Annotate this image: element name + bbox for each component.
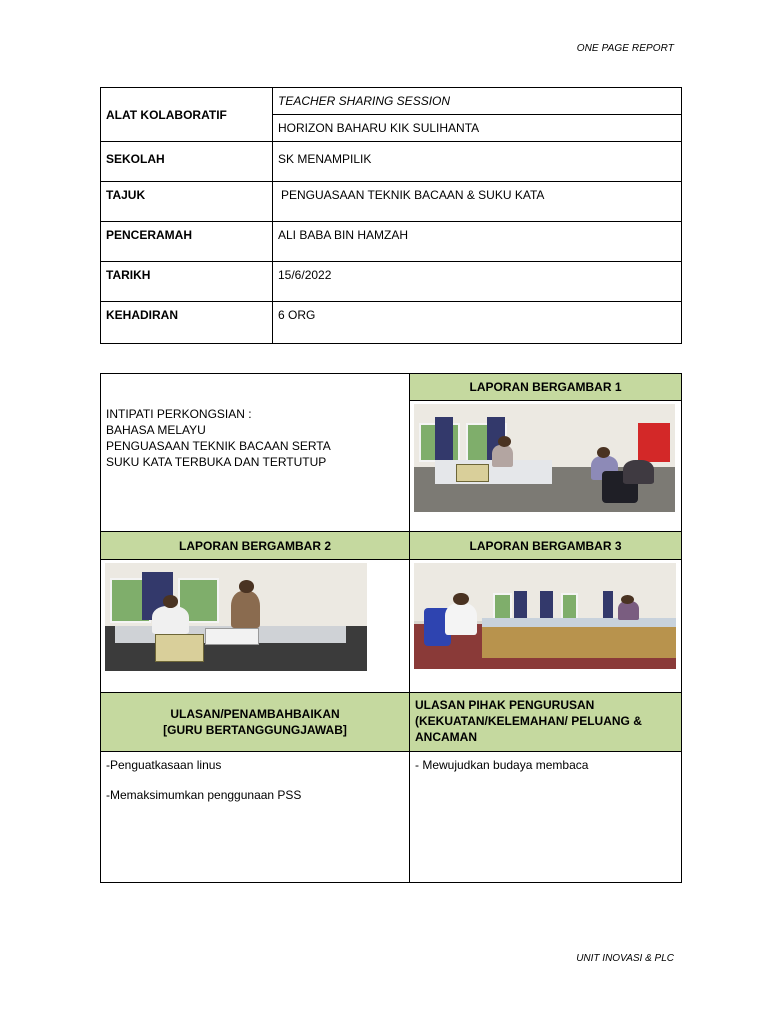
penceramah-value: ALI BABA BIN HAMZAH: [273, 222, 682, 262]
ulasan-pengurusan-title-1: ULASAN PIHAK PENGURUSAN: [415, 698, 595, 712]
report-header-title: ONE PAGE REPORT: [576, 43, 674, 54]
ulasan-guru-body: [101, 752, 410, 883]
alat-value-1: TEACHER SHARING SESSION: [273, 88, 682, 115]
intipati-cell: [101, 374, 410, 532]
ulasan-guru-item: -Memaksimumkan penggunaan PSS: [106, 788, 302, 802]
alat-value-2: HORIZON BAHARU KIK SULIHANTA: [273, 115, 682, 142]
info-table: [100, 87, 682, 344]
report-table: [100, 373, 682, 883]
photo3-image: [414, 563, 676, 669]
photo3-title: LAPORAN BERGAMBAR 3: [410, 532, 682, 560]
intipati-line: SUKU KATA TERBUKA DAN TERTUTUP: [106, 454, 327, 469]
photo1-title: LAPORAN BERGAMBAR 1: [410, 374, 682, 401]
sekolah-label: SEKOLAH: [101, 142, 273, 182]
ulasan-guru-title-1: ULASAN/PENAMBAHBAIKAN: [170, 707, 340, 721]
tarikh-label: TARIKH: [101, 262, 273, 302]
penceramah-label: PENCERAMAH: [101, 222, 273, 262]
photo3-cell: [410, 560, 682, 693]
tajuk-label: TAJUK: [101, 182, 273, 222]
photo2-image: [105, 563, 367, 671]
ulasan-pengurusan-item: - Mewujudkan budaya membaca: [415, 758, 589, 772]
photo2-title: LAPORAN BERGAMBAR 2: [101, 532, 410, 560]
ulasan-pengurusan-title-3: ANCAMAN: [415, 730, 477, 744]
tajuk-value: PENGUASAAN TEKNIK BACAAN & SUKU KATA: [273, 182, 682, 222]
photo1-cell: [410, 401, 682, 532]
ulasan-pengurusan-title-2: (KEKUATAN/KELEMAHAN/ PELUANG &: [415, 714, 642, 728]
ulasan-pengurusan-header: [410, 693, 682, 752]
sekolah-value: SK MENAMPILIK: [273, 142, 682, 182]
intipati-line: PENGUASAAN TEKNIK BACAAN SERTA: [106, 438, 331, 453]
tarikh-value: 15/6/2022: [273, 262, 682, 302]
ulasan-pengurusan-body: [410, 752, 682, 883]
intipati-line: INTIPATI PERKONGSIAN :: [106, 406, 252, 421]
ulasan-guru-title-2: [GURU BERTANGGUNGJAWAB]: [163, 723, 347, 737]
kehadiran-value: 6 ORG: [273, 302, 682, 344]
intipati-line: BAHASA MELAYU: [106, 422, 206, 437]
kehadiran-label: KEHADIRAN: [101, 302, 273, 344]
photo2-cell: [101, 560, 410, 693]
report-footer: UNIT INOVASI & PLC: [576, 953, 674, 964]
ulasan-guru-item: -Penguatkasaan linus: [106, 758, 222, 772]
photo1-image: [414, 404, 675, 512]
alat-label: ALAT KOLABORATIF: [101, 88, 273, 142]
ulasan-guru-header: [101, 693, 410, 752]
